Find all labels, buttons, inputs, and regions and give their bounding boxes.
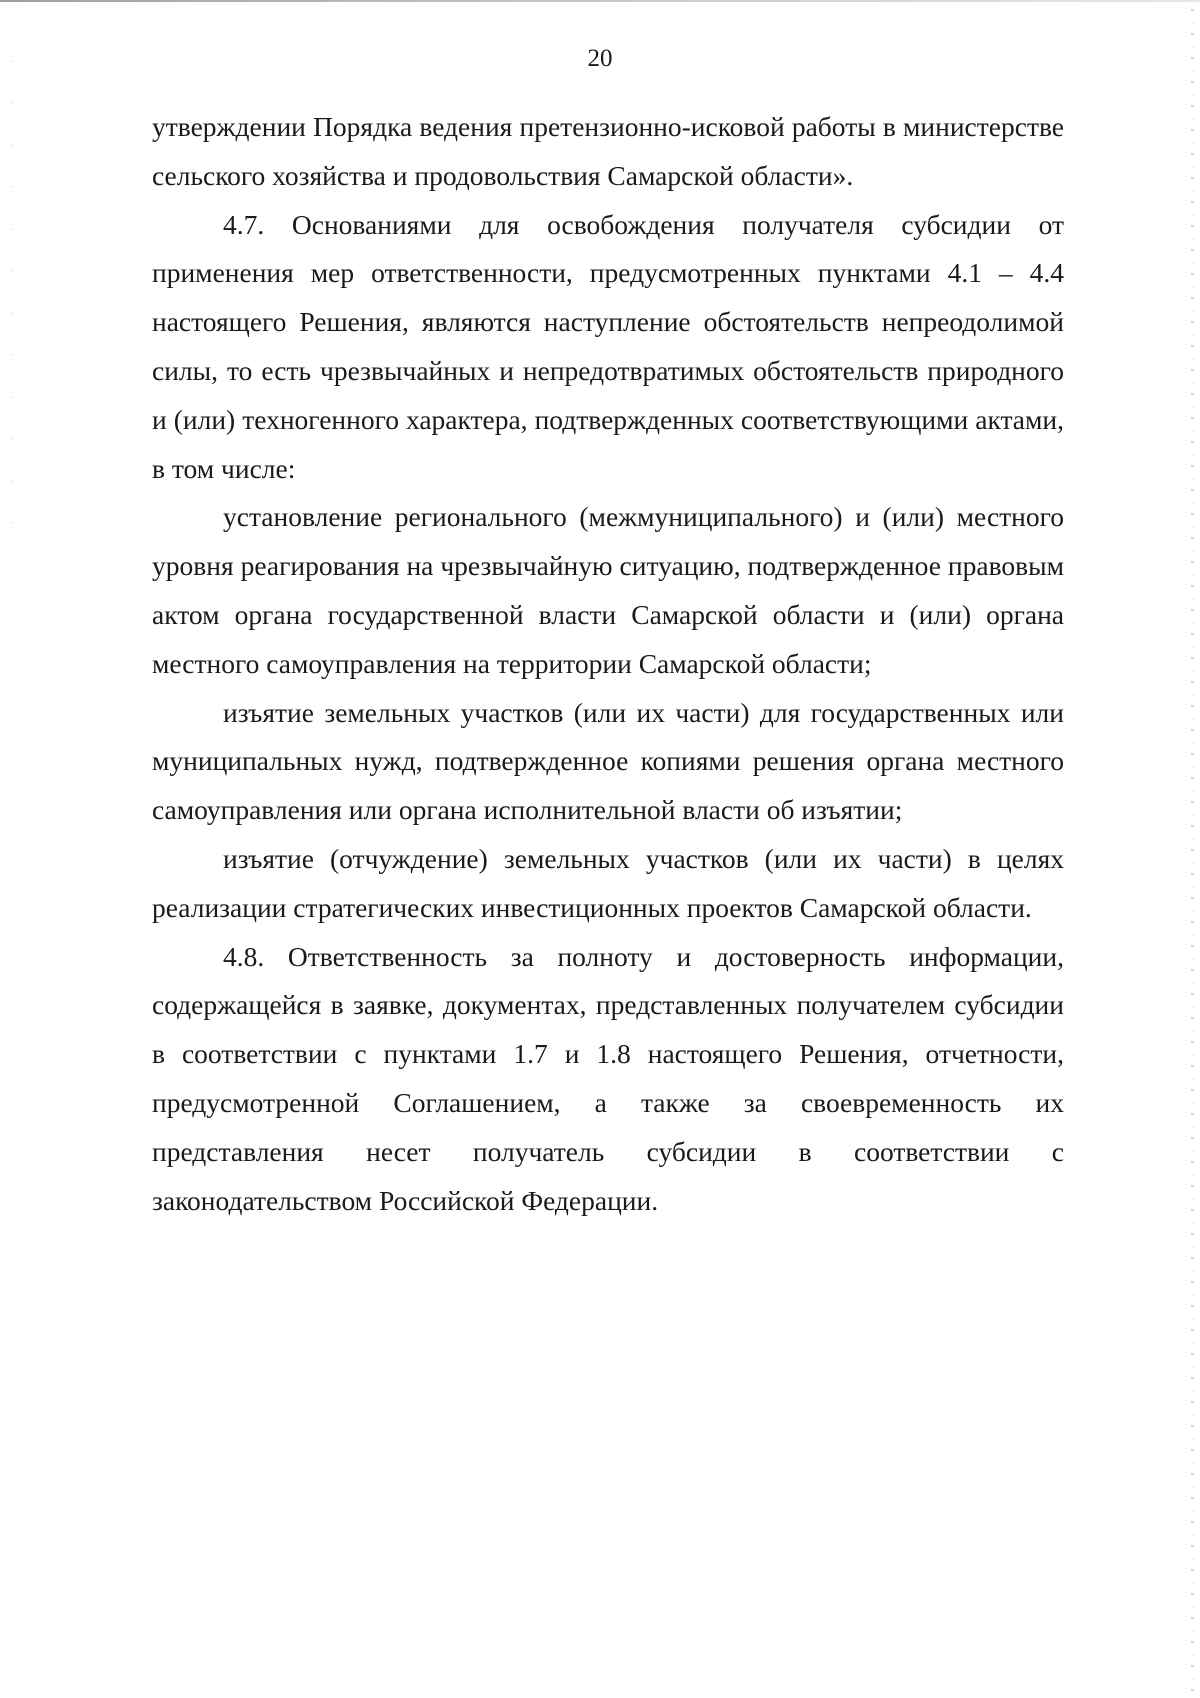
paragraph-continuation: утверждении Порядка ведения претензионно-исковой работы в министерстве сельского хозяйства и продовольствия Самарской области». xyxy=(152,111,1064,191)
scan-left-edge-artifact xyxy=(10,20,12,540)
page-number: 20 xyxy=(587,45,613,72)
scan-right-edge-artifact xyxy=(1191,0,1194,1698)
paragraph-land-seizure: изъятие земельных участков (или их части) для государственных или муниципальных нужд, подтвержденное копиями решения органа местного самоуправления или органа исполнительной власти об изъятии; xyxy=(152,696,1064,826)
scan-edge-line xyxy=(0,0,1200,2)
paragraph-4-8: 4.8. Ответственность за полноту и достоверность информации, содержащейся в заявке, документах, представленных получателем субсидии в соответствии с пунктами 1.7 и 1.8 настоящего Решения, отчетности, предусмотренной Соглашением, а также за своевременность их представления несет получатель субсидии в соответствии с законодательством Российской Федерации. xyxy=(152,940,1064,1216)
document-body xyxy=(152,103,1064,1225)
paragraph-land-alienation: изъятие (отчуждение) земельных участков (или их части) в целях реализации стратегических инвестиционных проектов Самарской области. xyxy=(152,842,1064,923)
paragraph-4-7: 4.7. Основаниями для освобождения получателя субсидии от применения мер ответственности, предусмотренных пунктами 4.1 – 4.4 настоящего Решения, являются наступление обстоятельств непреодолимой силы, то есть чрезвычайных и непредотвратимых обстоятельств природного и (или) техногенного характера, подтвержденных соответствующими актами, в том числе: xyxy=(152,208,1064,484)
paragraph-emergency-response: установление регионального (межмуниципального) и (или) местного уровня реагирования на чрезвычайную ситуацию, подтвержденное правовым актом органа государственной власти Самарской области и (или) органа местного самоуправления на территории Самарской области; xyxy=(152,501,1064,679)
